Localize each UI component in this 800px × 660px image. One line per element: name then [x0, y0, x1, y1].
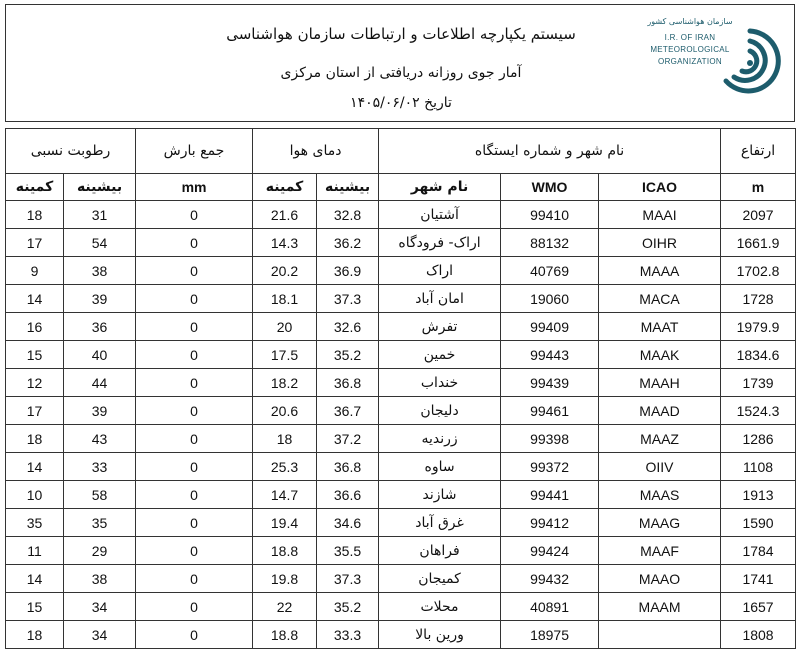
table-row	[6, 509, 796, 537]
city-name-cell: محلات	[379, 593, 501, 621]
city-name-cell: خنداب	[379, 369, 501, 397]
elevation-cell: 1728	[721, 285, 796, 313]
temp-max-cell: 37.2	[317, 425, 379, 453]
icao-cell: MAAG	[599, 509, 721, 537]
precipitation-cell: 0	[136, 425, 253, 453]
precipitation-cell: 0	[136, 481, 253, 509]
humidity-min-cell: 15	[6, 341, 64, 369]
table-row	[6, 481, 796, 509]
humidity-max-cell: 33	[64, 453, 136, 481]
temp-min-cell: 19.8	[253, 565, 317, 593]
humidity-min-cell: 14	[6, 453, 64, 481]
humidity-min-cell: 12	[6, 369, 64, 397]
elevation-cell: 2097	[721, 201, 796, 229]
temp-min-header: کمینه	[253, 174, 317, 201]
elevation-cell: 1657	[721, 593, 796, 621]
precipitation-cell: 0	[136, 369, 253, 397]
table-row	[6, 453, 796, 481]
humidity-max-cell: 54	[64, 229, 136, 257]
icao-cell	[599, 621, 721, 649]
temp-max-cell: 37.3	[317, 565, 379, 593]
wmo-cell: 19060	[501, 285, 599, 313]
elevation-cell: 1661.9	[721, 229, 796, 257]
table-row	[6, 313, 796, 341]
table-row	[6, 229, 796, 257]
city-name-cell: کمیجان	[379, 565, 501, 593]
precipitation-cell: 0	[136, 593, 253, 621]
precipitation-cell: 0	[136, 537, 253, 565]
humidity-min-cell: 16	[6, 313, 64, 341]
wmo-cell: 18975	[501, 621, 599, 649]
temp-min-cell: 20.6	[253, 397, 317, 425]
icao-cell: MAAS	[599, 481, 721, 509]
icao-cell: MAAO	[599, 565, 721, 593]
table-row	[6, 621, 796, 649]
temp-min-cell: 18.1	[253, 285, 317, 313]
elevation-cell: 1739	[721, 369, 796, 397]
elevation-cell: 1702.8	[721, 257, 796, 285]
wmo-cell: 99412	[501, 509, 599, 537]
icao-cell: MAAA	[599, 257, 721, 285]
humidity-max-cell: 36	[64, 313, 136, 341]
temp-max-cell: 36.7	[317, 397, 379, 425]
city-name-cell: زرندیه	[379, 425, 501, 453]
table-row	[6, 593, 796, 621]
icao-header: ICAO	[599, 174, 721, 201]
organization-logo	[642, 13, 782, 113]
temp-min-cell: 18.8	[253, 621, 317, 649]
temp-min-cell: 25.3	[253, 453, 317, 481]
humidity-max-cell: 34	[64, 593, 136, 621]
temp-max-cell: 36.9	[317, 257, 379, 285]
humidity-max-cell: 34	[64, 621, 136, 649]
city-name-cell: شازند	[379, 481, 501, 509]
precipitation-cell: 0	[136, 285, 253, 313]
elevation-cell: 1808	[721, 621, 796, 649]
elevation-cell: 1741	[721, 565, 796, 593]
wmo-cell: 99441	[501, 481, 599, 509]
humidity-min-cell: 11	[6, 537, 64, 565]
wmo-cell: 40769	[501, 257, 599, 285]
humidity-max-cell: 35	[64, 509, 136, 537]
elevation-cell: 1979.9	[721, 313, 796, 341]
precipitation-cell: 0	[136, 313, 253, 341]
precipitation-header: جمع بارش	[136, 129, 253, 174]
humidity-max-cell: 39	[64, 285, 136, 313]
table-row	[6, 369, 796, 397]
icao-cell: MAAZ	[599, 425, 721, 453]
table-body	[6, 201, 796, 649]
precipitation-cell: 0	[136, 397, 253, 425]
temp-max-cell: 32.6	[317, 313, 379, 341]
icao-cell: MAAH	[599, 369, 721, 397]
humidity-header: رطوبت نسبی	[6, 129, 136, 174]
humidity-max-cell: 43	[64, 425, 136, 453]
temp-max-cell: 35.2	[317, 593, 379, 621]
humidity-max-cell: 58	[64, 481, 136, 509]
humidity-min-header: کمینه	[6, 174, 64, 201]
elevation-cell: 1524.3	[721, 397, 796, 425]
elevation-cell: 1108	[721, 453, 796, 481]
city-name-cell: خمین	[379, 341, 501, 369]
humidity-max-cell: 38	[64, 257, 136, 285]
temp-min-cell: 21.6	[253, 201, 317, 229]
wmo-cell: 99439	[501, 369, 599, 397]
wmo-cell: 99461	[501, 397, 599, 425]
wmo-cell: 99432	[501, 565, 599, 593]
elevation-cell: 1834.6	[721, 341, 796, 369]
icao-cell: OIIV	[599, 453, 721, 481]
precipitation-cell: 0	[136, 565, 253, 593]
wmo-cell: 40891	[501, 593, 599, 621]
humidity-min-cell: 35	[6, 509, 64, 537]
city-name-cell: اراک- فرودگاه	[379, 229, 501, 257]
humidity-min-cell: 9	[6, 257, 64, 285]
humidity-max-cell: 38	[64, 565, 136, 593]
elevation-header: ارتفاع	[721, 129, 796, 174]
humidity-min-cell: 10	[6, 481, 64, 509]
humidity-max-header: بیشینه	[64, 174, 136, 201]
temp-min-cell: 18.8	[253, 537, 317, 565]
humidity-max-cell: 29	[64, 537, 136, 565]
city-name-cell: دلیجان	[379, 397, 501, 425]
temp-max-cell: 32.8	[317, 201, 379, 229]
precip-unit-header: mm	[136, 174, 253, 201]
table-row	[6, 341, 796, 369]
precipitation-cell: 0	[136, 453, 253, 481]
report-sheet	[5, 4, 795, 656]
temp-min-cell: 18.2	[253, 369, 317, 397]
humidity-max-cell: 31	[64, 201, 136, 229]
temp-max-cell: 35.5	[317, 537, 379, 565]
humidity-min-cell: 18	[6, 425, 64, 453]
precipitation-cell: 0	[136, 509, 253, 537]
icao-cell: OIHR	[599, 229, 721, 257]
sub-header-row	[6, 174, 796, 201]
table-row	[6, 537, 796, 565]
table-row	[6, 285, 796, 313]
logo-text-line3: ORGANIZATION	[658, 57, 722, 66]
temp-max-header: بیشینه	[317, 174, 379, 201]
wmo-cell: 99424	[501, 537, 599, 565]
table-row	[6, 397, 796, 425]
city-name-cell: ورین بالا	[379, 621, 501, 649]
icao-cell: MAAT	[599, 313, 721, 341]
temp-min-cell: 14.7	[253, 481, 317, 509]
wmo-cell: 88132	[501, 229, 599, 257]
table-row	[6, 201, 796, 229]
logo-emblem-icon	[718, 23, 782, 103]
humidity-min-cell: 18	[6, 621, 64, 649]
report-title: سیستم یکپارچه اطلاعات و ارتباطات سازمان هواشناسی	[226, 25, 576, 43]
humidity-min-cell: 18	[6, 201, 64, 229]
city-name-cell: امان آباد	[379, 285, 501, 313]
precipitation-cell: 0	[136, 621, 253, 649]
temp-max-cell: 36.8	[317, 453, 379, 481]
logo-text-line1: I.R. OF IRAN	[664, 33, 716, 42]
humidity-min-cell: 14	[6, 285, 64, 313]
temp-min-cell: 22	[253, 593, 317, 621]
icao-cell: MAAF	[599, 537, 721, 565]
precipitation-cell: 0	[136, 201, 253, 229]
logo-text-line2: METEOROLOGICAL	[650, 45, 730, 54]
temp-max-cell: 37.3	[317, 285, 379, 313]
temp-max-cell: 35.2	[317, 341, 379, 369]
icao-cell: MAAK	[599, 341, 721, 369]
elevation-cell: 1286	[721, 425, 796, 453]
city-name-header: نام شهر	[379, 174, 501, 201]
elevation-cell: 1784	[721, 537, 796, 565]
temp-max-cell: 36.6	[317, 481, 379, 509]
humidity-max-cell: 40	[64, 341, 136, 369]
report-subtitle: آمار جوی روزانه دریافتی از استان مرکزی	[280, 65, 522, 81]
humidity-max-cell: 44	[64, 369, 136, 397]
logo-persian-text: سازمان هواشناسی کشور	[647, 17, 733, 26]
precipitation-cell: 0	[136, 341, 253, 369]
humidity-min-cell: 17	[6, 397, 64, 425]
city-name-cell: ساوه	[379, 453, 501, 481]
city-name-cell: فراهان	[379, 537, 501, 565]
wmo-header: WMO	[501, 174, 599, 201]
elevation-unit-header: m	[721, 174, 796, 201]
station-header: نام شهر و شماره ایستگاه	[379, 129, 721, 174]
group-header-row	[6, 129, 796, 174]
wmo-cell: 99398	[501, 425, 599, 453]
temp-min-cell: 19.4	[253, 509, 317, 537]
temperature-header: دمای هوا	[253, 129, 379, 174]
report-header	[5, 4, 795, 122]
weather-stats-table	[5, 128, 796, 649]
temp-max-cell: 33.3	[317, 621, 379, 649]
temp-min-cell: 20	[253, 313, 317, 341]
humidity-min-cell: 17	[6, 229, 64, 257]
wmo-cell: 99443	[501, 341, 599, 369]
icao-cell: MAAD	[599, 397, 721, 425]
city-name-cell: تفرش	[379, 313, 501, 341]
elevation-cell: 1913	[721, 481, 796, 509]
humidity-min-cell: 14	[6, 565, 64, 593]
icao-cell: MAAM	[599, 593, 721, 621]
temp-max-cell: 34.6	[317, 509, 379, 537]
wmo-cell: 99410	[501, 201, 599, 229]
temp-max-cell: 36.8	[317, 369, 379, 397]
table-row	[6, 257, 796, 285]
elevation-cell: 1590	[721, 509, 796, 537]
icao-cell: MACA	[599, 285, 721, 313]
humidity-min-cell: 15	[6, 593, 64, 621]
humidity-max-cell: 39	[64, 397, 136, 425]
table-row	[6, 425, 796, 453]
city-name-cell: غرق آباد	[379, 509, 501, 537]
city-name-cell: اراک	[379, 257, 501, 285]
wmo-cell: 99409	[501, 313, 599, 341]
wmo-cell: 99372	[501, 453, 599, 481]
icao-cell: MAAI	[599, 201, 721, 229]
precipitation-cell: 0	[136, 257, 253, 285]
city-name-cell: آشتیان	[379, 201, 501, 229]
report-date: تاریخ ۱۴۰۵/۰۶/۰۲	[350, 95, 452, 111]
temp-min-cell: 17.5	[253, 341, 317, 369]
temp-max-cell: 36.2	[317, 229, 379, 257]
temp-min-cell: 18	[253, 425, 317, 453]
temp-min-cell: 20.2	[253, 257, 317, 285]
table-row	[6, 565, 796, 593]
temp-min-cell: 14.3	[253, 229, 317, 257]
precipitation-cell: 0	[136, 229, 253, 257]
